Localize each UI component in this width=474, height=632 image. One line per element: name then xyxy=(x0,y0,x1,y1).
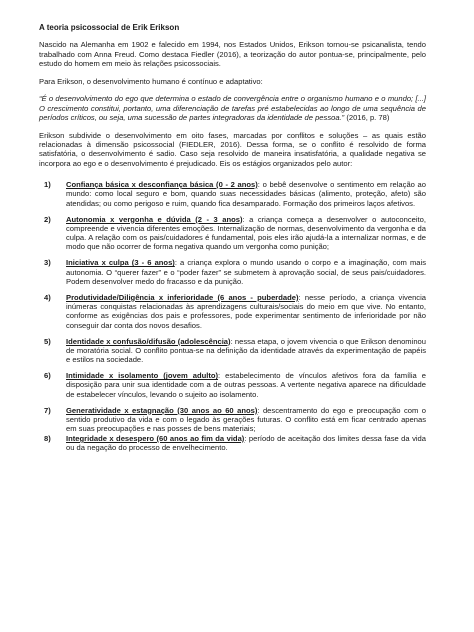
stage-number: 1) xyxy=(44,180,51,190)
stage-description: : a criança começa a desenvolver o autoconceito, compreende e vivencia diferentes emoções. Internalização de normas, desenvolvimento da vergonha e da culpa. A relação com os pais/cuidadores é fundamental, pois eles irão ajudá-la a internalizar normas, e de modo que não ocorrer de forma negativa quando um vergonha como punição; xyxy=(66,214,426,252)
stage-description: : o bebê desenvolve o sentimento em relação ao mundo: como local seguro e bom, quando suas necessidades básicas (alimento, proteção, afeto) são atendidas; ou como perigoso e ruim, quando fica desamparado. Formação dos primeiros laços afetivos. xyxy=(66,180,426,208)
block-quote xyxy=(39,94,426,122)
stage-number: 6) xyxy=(44,371,51,381)
adaptive-paragraph: Para Erikson, o desenvolvimento humano é contínuo e adaptativo: xyxy=(39,76,263,86)
stage-item xyxy=(39,293,426,330)
stage-name: Generatividade x estagnação (30 anos ao 60 anos) xyxy=(66,405,258,415)
stage-name: Produtividade/Diligência x inferioridade (6 anos - puberdade) xyxy=(66,292,299,302)
stage-item xyxy=(39,406,426,434)
stage-description: : nesse período, a criança vivencia inúmeras conquistas relacionadas às aprendizagens culturais/sociais do meio em que vive. No entanto, conforme as exigências dos pais e professores, pode experimentar sentimento de inferioridade por não conseguir dar conta dos novos desafios. xyxy=(66,292,426,330)
stage-description: : estabelecimento de vínculos afetivos fora da família e disposição para unir sua identidade com a de outras pessoas. A vertente negativa aparece na dificuldade de estabelecer vínculos, levando o sujeito ao isolamento. xyxy=(66,371,426,399)
stage-number: 5) xyxy=(44,336,51,346)
stage-item xyxy=(39,258,426,286)
stage-name: Iniciativa x culpa (3 - 6 anos) xyxy=(66,258,175,268)
stage-item xyxy=(39,434,426,453)
stages-list xyxy=(39,180,426,452)
stage-description: : período de aceitação dos limites dessa fase da vida ou da negação do processo de envelhecimento. xyxy=(66,433,426,453)
stage-description: : a criança explora o mundo usando o corpo e a imaginação, com mais autonomia. O “querer fazer” e o “poder fazer” se submetem à aprovação social, de seus pais/cuidadores. Podem desenvolver medo do fracasso e da punição. xyxy=(66,258,426,286)
intro-paragraph: Nascido na Alemanha em 1902 e falecido em 1994, nos Estados Unidos, Erikson tornou-se psicanalista, tendo trabalhado com Anna Freud. Como destaca Fiedler (2016), a teorização do autor pontua-se, principalmente, pelo estudo do homem em meio às relações psicossociais. xyxy=(39,40,426,68)
stage-description: : nessa etapa, o jovem vivencia o que Erikson denominou de moratória social. O conflito pontua-se na definição da identidade através da experimentação de papéis e estilos na sociedade. xyxy=(66,336,426,365)
stage-name: Intimidade x isolamento (jovem adulto) xyxy=(66,371,219,381)
stage-number: 2) xyxy=(44,214,51,224)
stage-item xyxy=(39,371,426,399)
stage-item xyxy=(39,180,426,208)
stage-name: Integridade x desespero (60 anos ao fim da vida) xyxy=(66,433,245,443)
stage-number: 4) xyxy=(44,292,51,302)
stage-number: 3) xyxy=(44,258,51,268)
stage-item xyxy=(39,215,426,252)
quote-text: “É o desenvolvimento do ego que determina o estado de convergência entre o organismo humano e o mundo; [...] O crescimento constitui, portanto, uma diferenciação de tarefas pré estabelecidas ao longo de uma sequência de períodos críticos, ou seja, uma sucessão de partes integradoras da identidade de pessoa.” xyxy=(39,94,426,123)
document-title: A teoria psicossocial de Erik Erikson xyxy=(39,23,180,32)
stage-name: Autonomia x vergonha e dúvida (2 - 3 anos) xyxy=(66,214,243,224)
phases-paragraph: Erikson subdivide o desenvolvimento em oito fases, marcadas por conflitos e soluções – as quais estão relacionadas à dimensão psicossocial (FIEDLER, 2016). Dessa forma, se o conflito é resolvido de forma satisfatória, o desenvolvimento é sadio. Caso seja resolvido de maneira insatisfatória, a qualidade negativa se incorpora ao ego e o desenvolvimento é prejudicado. Eis os estágios organizados pelo autor: xyxy=(39,130,426,168)
stage-number: 8) xyxy=(44,433,51,443)
stage-description: : descentramento do ego e preocupação com o sentido produtivo da vida e com o legado às gerações futuras. O conflito está em ficar centrado apenas em suas preocupações e nas posses de bens materiais; xyxy=(66,405,426,434)
stage-item xyxy=(39,337,426,365)
stage-name: Identidade x confusão/difusão (adolescência) xyxy=(66,336,231,346)
stage-number: 7) xyxy=(44,405,51,415)
quote-citation: (2016, p. 78) xyxy=(344,113,390,123)
stage-name: Confiança básica x desconfiança básica (0 - 2 anos) xyxy=(66,180,258,190)
